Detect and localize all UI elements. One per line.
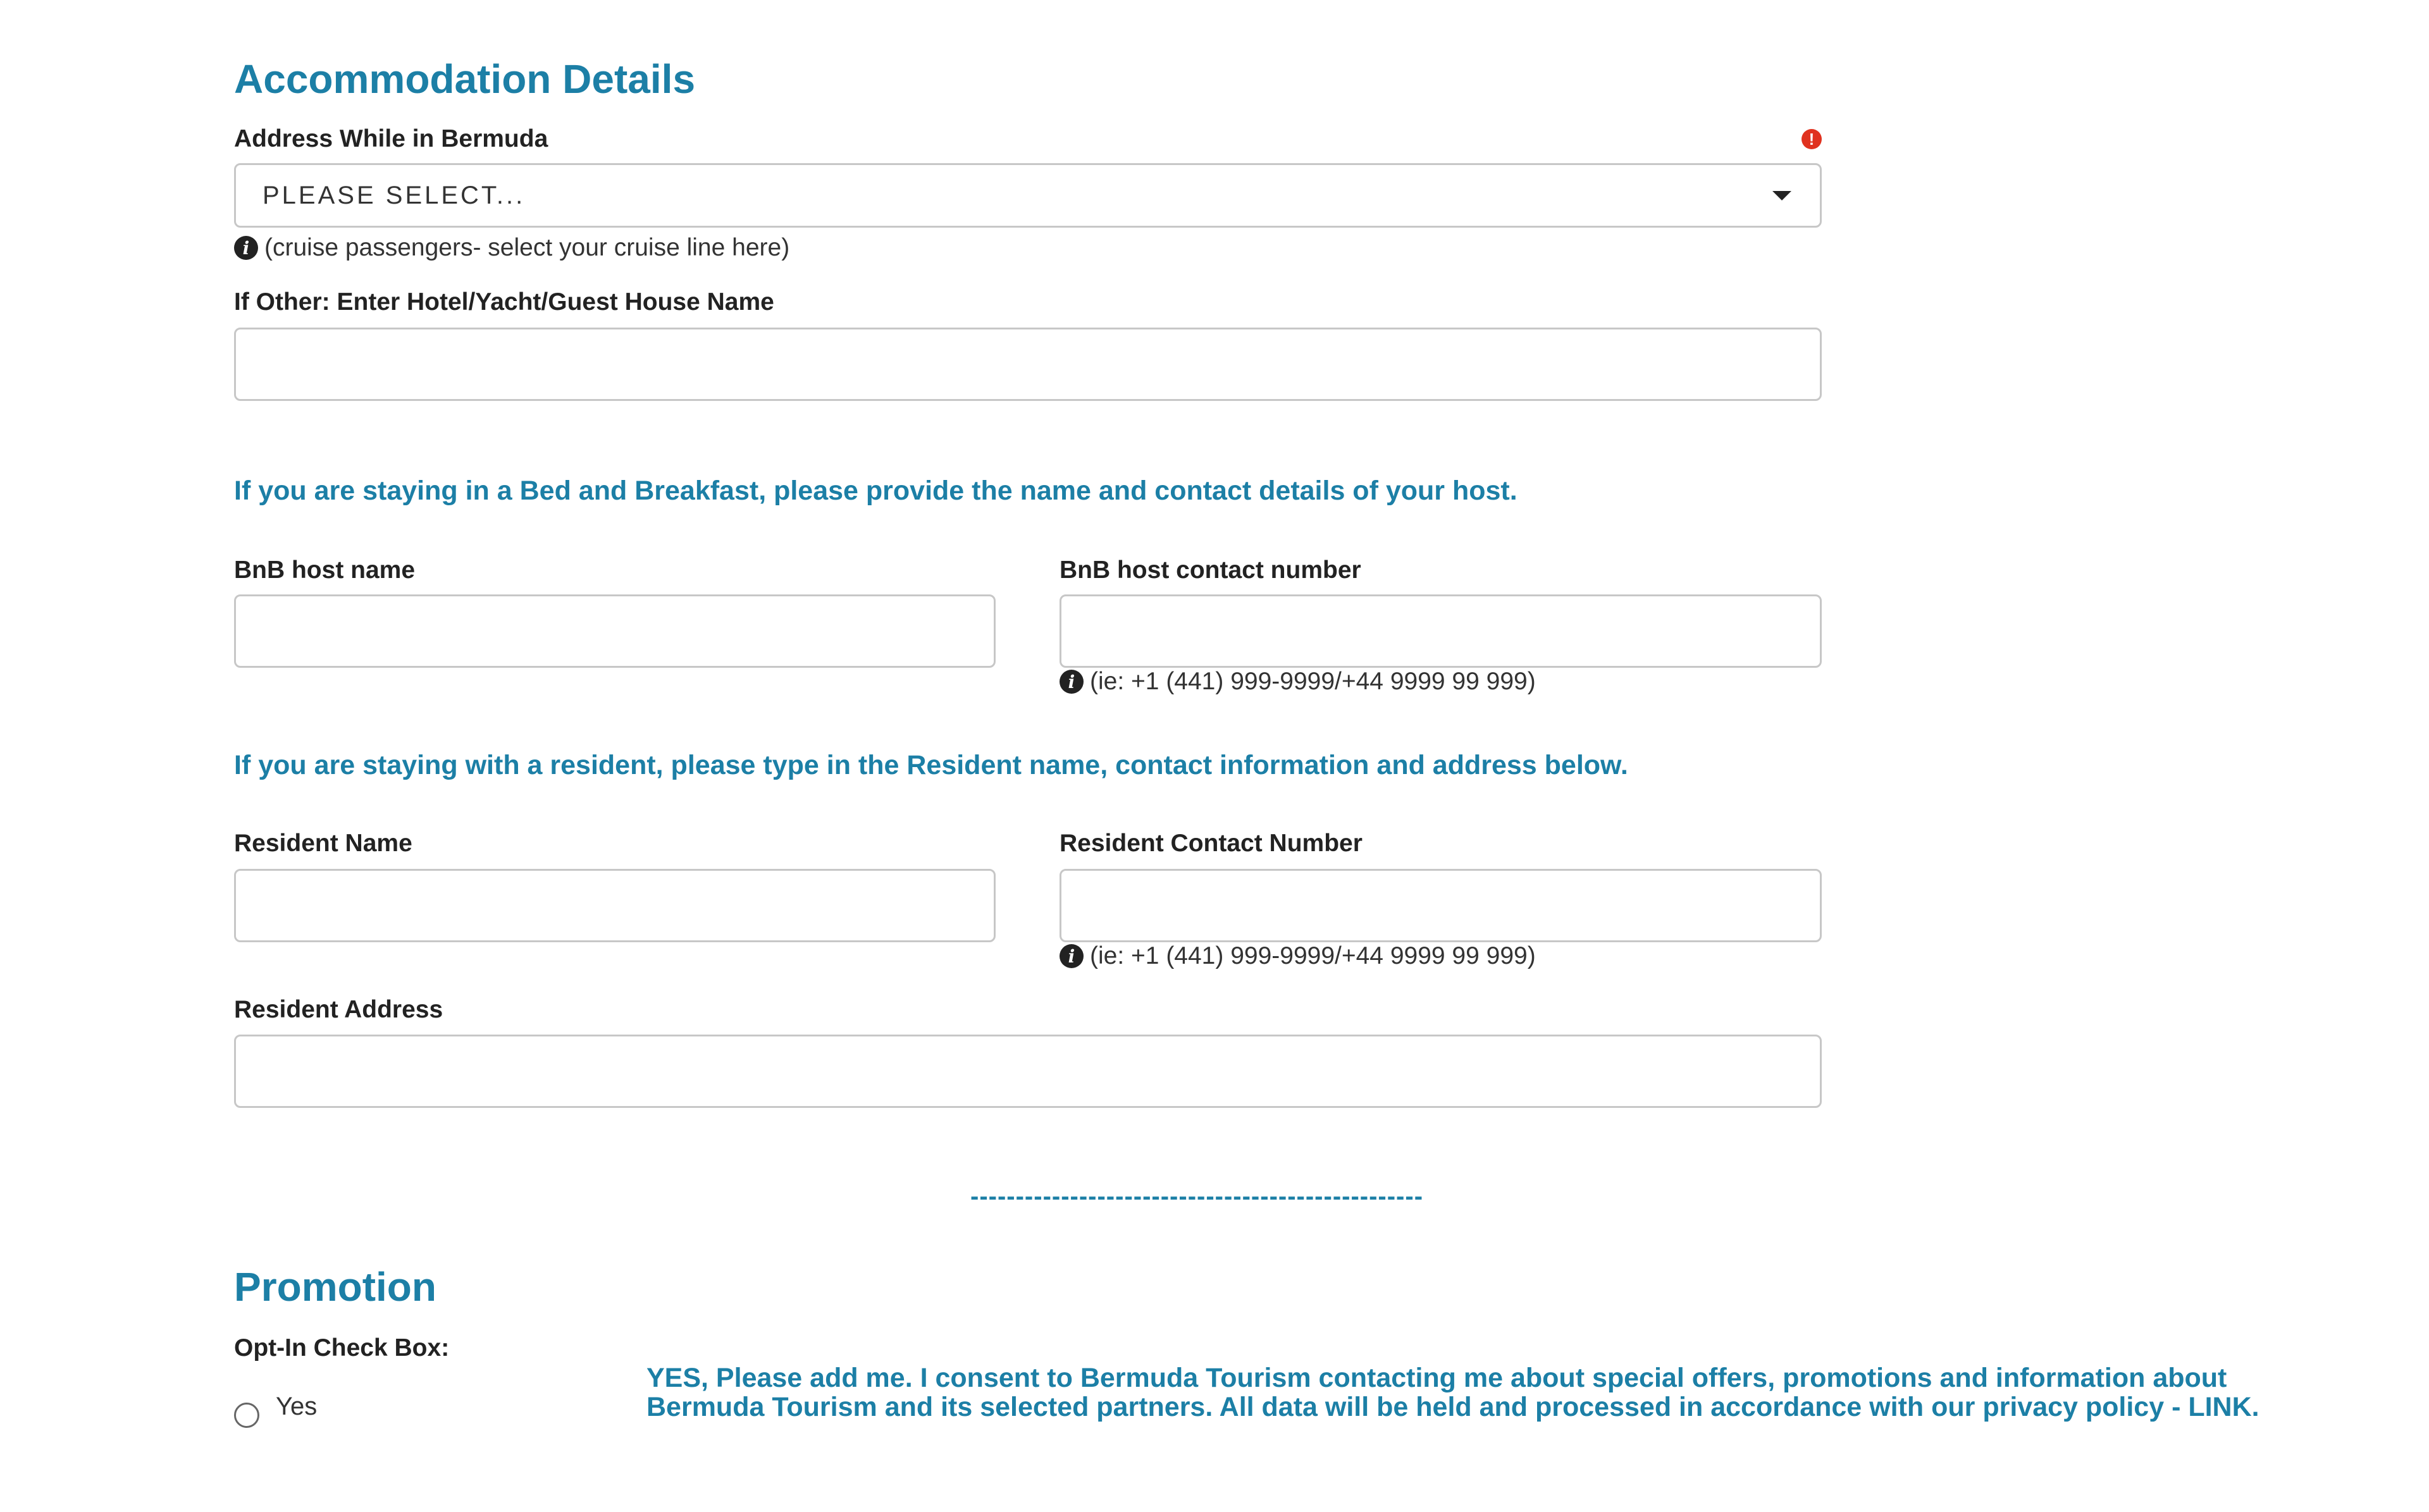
other-label: If Other: Enter Hotel/Yacht/Guest House Name — [234, 288, 774, 316]
address-hint-text: (cruise passengers- select your cruise line here) — [264, 234, 790, 261]
accommodation-heading: Accommodation Details — [234, 56, 696, 102]
consent-text — [646, 1363, 2291, 1422]
resident-contact-input[interactable] — [1060, 869, 1822, 942]
address-hint — [234, 234, 789, 262]
chevron-down-icon — [1772, 191, 1791, 200]
promotion-heading: Promotion — [234, 1264, 436, 1310]
resident-contact-hint — [1060, 942, 1536, 970]
resident-contact-label: Resident Contact Number — [1060, 830, 1363, 857]
optin-yes-radio[interactable] — [234, 1403, 259, 1428]
bnb-host-name-label: BnB host name — [234, 556, 416, 584]
bnb-note: If you are staying in a Bed and Breakfast, please provide the name and contact details of your host. — [234, 476, 1517, 506]
section-divider: -------------------------------------------------- — [970, 1183, 1424, 1210]
optin-yes-label: Yes — [276, 1392, 318, 1420]
privacy-policy-link[interactable]: privacy policy - LINK. — [1982, 1392, 2259, 1422]
consent-body: YES, Please add me. I consent to Bermuda Tourism contacting me about special offers, promotions and information about Bermuda Tourism and its selected partners. All data will be held and processed in accordance with our — [646, 1363, 2227, 1422]
resident-contact-hint-text: (ie: +1 (441) 999-9999/+44 9999 99 999) — [1090, 942, 1536, 969]
bnb-contact-hint — [1060, 668, 1536, 696]
resident-note: If you are staying with a resident, please type in the Resident name, contact information and address below. — [234, 750, 1628, 780]
resident-name-label: Resident Name — [234, 830, 412, 857]
other-name-input[interactable] — [234, 328, 1822, 401]
bnb-host-name-input[interactable] — [234, 594, 996, 668]
optin-label: Opt-In Check Box: — [234, 1334, 450, 1361]
info-icon: i — [234, 236, 258, 260]
address-label: Address While in Bermuda — [234, 125, 548, 152]
resident-address-label: Resident Address — [234, 996, 443, 1023]
info-icon: i — [1060, 670, 1084, 694]
bnb-host-contact-label: BnB host contact number — [1060, 556, 1361, 584]
resident-address-input[interactable] — [234, 1035, 1822, 1108]
resident-name-input[interactable] — [234, 869, 996, 942]
info-icon: i — [1060, 944, 1084, 968]
bnb-host-contact-input[interactable] — [1060, 594, 1822, 668]
address-select-value: PLEASE SELECT... — [263, 181, 526, 209]
exclamation-icon: ! — [1802, 129, 1822, 149]
bnb-contact-hint-text: (ie: +1 (441) 999-9999/+44 9999 99 999) — [1090, 668, 1536, 695]
address-select[interactable] — [234, 163, 1822, 228]
